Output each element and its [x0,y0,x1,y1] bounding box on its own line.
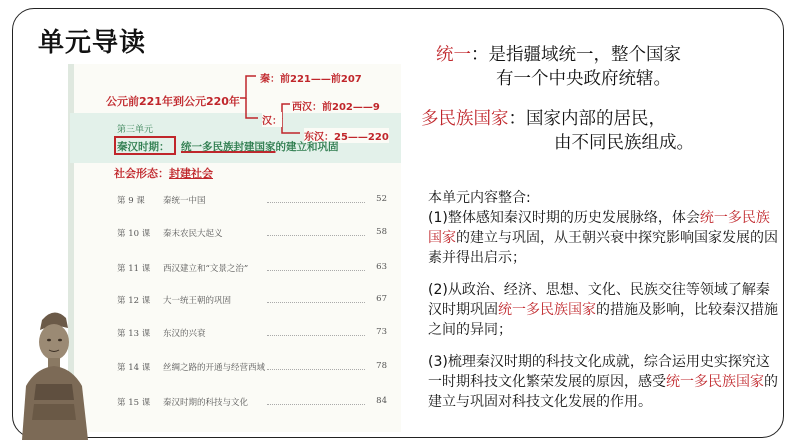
social-form: 社会形态：封建社会 [114,167,213,180]
integration-item-1: (1)整体感知秦汉时期的历史发展脉络，体会统一多民族国家的建立与巩固，从王朝兴衰中探究影响国家发展的因素并得出启示； [428,210,778,266]
definition-multiethnic-cont: 由不同民族组成。 [554,133,694,153]
page-title: 单元导读 [38,28,147,58]
unit-number: 第三单元 [117,125,154,135]
qin-dates: 秦：前221——前207 [260,70,362,85]
toc-row: 第 10 课 秦末农民大起义 58 [117,227,387,239]
definition-multiethnic: 多民族国家：国家内部的居民， [421,109,666,129]
toc-row: 第 11 课 西汉建立和“文景之治” 63 [117,262,387,274]
content-integration [428,188,778,424]
integration-heading: 本单元内容整合: [428,190,531,206]
period-label: 公元前221年到公元220年 [106,95,240,108]
integration-item-3: (3)梳理秦汉时期的科技文化成就，综合运用史实探究这一时期科技文化繁荣发展的原因，感受统一多民族国家的建立与巩固对科技文化发展的作用。 [428,354,778,410]
toc-row: 第 13 课 东汉的兴衰 73 [117,327,387,339]
han-label: 汉： [262,112,282,127]
toc-row: 第 14 课 丝绸之路的开通与经营西域 78 [117,361,387,373]
period-heading: 秦汉时期： [117,141,170,153]
definition-unification-cont: 有一个中央政府统辖。 [496,69,671,89]
unit-title: 统一多民族封建国家的建立和巩固 [181,141,339,153]
toc-row: 第 12 课 大一统王朝的巩固 67 [117,294,387,306]
terracotta-warrior-image [14,300,94,440]
western-han-dates: 西汉：前202——9 [292,98,380,113]
eastern-han-dates: 东汉：25——220 [304,128,389,143]
toc-row: 第 9 课 秦统一中国 52 [117,194,387,206]
toc-row: 第 15 课 秦汉时期的科技与文化 84 [117,396,387,408]
integration-item-2: (2)从政治、经济、思想、文化、民族交往等领域了解秦汉时期巩固统一多民族国家的措施及影响，比较秦汉措施之间的异同； [428,282,778,338]
definition-unification: 统一：是指疆域统一，整个国家 [436,45,681,65]
